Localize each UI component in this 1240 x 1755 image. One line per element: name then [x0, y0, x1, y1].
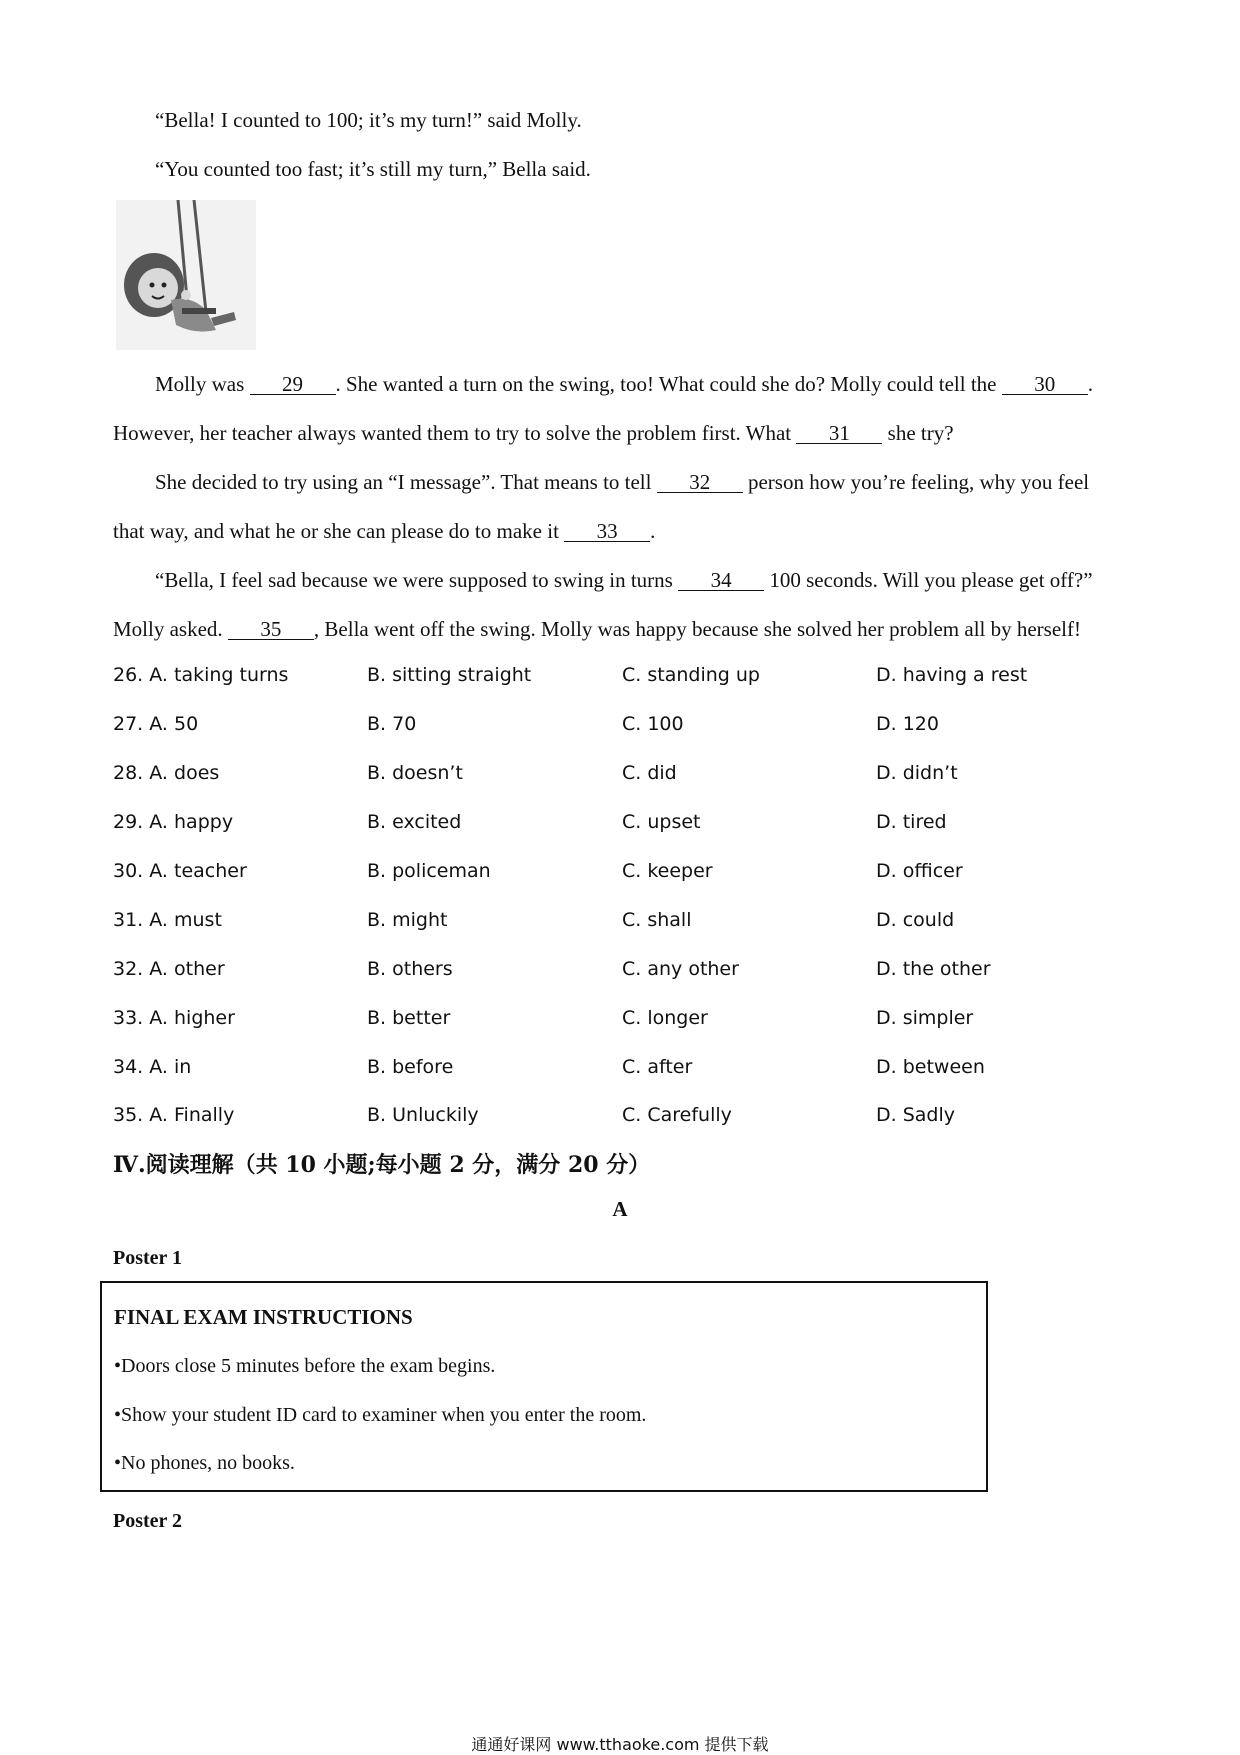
blank-35[interactable]: 35 [228, 619, 314, 640]
passage-text: . [650, 519, 656, 543]
option-c[interactable]: C. shall [622, 909, 692, 931]
option-b[interactable]: B. better [367, 1007, 451, 1029]
passage-text: that way, and what he or she can please do to make it [113, 519, 565, 543]
option-a[interactable]: 30. A. teacher [113, 860, 247, 882]
blank-33[interactable]: 33 [564, 521, 650, 542]
passage-line-3 [155, 470, 1089, 494]
poster-1-item: •No phones, no books. [114, 1452, 295, 1474]
passage-line-1 [155, 372, 1093, 396]
question-29-options [113, 811, 1113, 837]
option-c[interactable]: C. standing up [622, 664, 760, 686]
option-a[interactable]: 33. A. higher [113, 1007, 235, 1029]
passage-text: Molly was [155, 372, 250, 396]
question-26-options [113, 664, 1113, 690]
option-a[interactable]: 27. A. 50 [113, 713, 199, 735]
option-b[interactable]: B. sitting straight [367, 664, 532, 686]
footer-watermark: 通通好课网 www.tthaoke.com 提供下载 [471, 1735, 769, 1754]
passage-text: , Bella went off the swing. Molly was happy because she solved her problem all by herself! [313, 617, 1081, 641]
passage-text: “Bella, I feel sad because we were supposed to swing in turns [155, 568, 679, 592]
option-b[interactable]: B. 70 [367, 713, 417, 735]
option-c[interactable]: C. longer [622, 1007, 708, 1029]
option-b[interactable]: B. policeman [367, 860, 491, 882]
passage-text: However, her teacher always wanted them to try to solve the problem first. What [113, 421, 797, 445]
blank-34[interactable]: 34 [678, 570, 764, 591]
poster-1-label: Poster 1 [113, 1247, 183, 1269]
option-a[interactable]: 29. A. happy [113, 811, 234, 833]
poster-1-item: •Doors close 5 minutes before the exam begins. [114, 1355, 496, 1377]
section-heading: Ⅳ.阅读理解（共 10 小题;每小题 2 分，满分 20 分） [113, 1152, 651, 1178]
option-a[interactable]: 34. A. in [113, 1056, 192, 1078]
option-a[interactable]: 26. A. taking turns [113, 664, 289, 686]
dialogue-line-1: “Bella! I counted to 100; it’s my turn!” said Molly. [155, 108, 582, 132]
option-b[interactable]: B. might [367, 909, 448, 931]
option-b[interactable]: B. others [367, 958, 453, 980]
option-d[interactable]: D. the other [876, 958, 991, 980]
option-a[interactable]: 28. A. does [113, 762, 220, 784]
passage-line-5 [155, 568, 1093, 592]
option-c[interactable]: C. did [622, 762, 677, 784]
question-28-options [113, 762, 1113, 788]
poster-1-box [100, 1281, 988, 1492]
passage-text: She decided to try using an “I message”. That means to tell [155, 470, 657, 494]
option-c[interactable]: C. after [622, 1056, 693, 1078]
passage-line-4 [113, 519, 655, 543]
passage-text: person how you’re feeling, why you feel [742, 470, 1090, 494]
passage-line-2 [113, 421, 954, 445]
blank-32[interactable]: 32 [657, 472, 743, 493]
option-d[interactable]: D. simpler [876, 1007, 974, 1029]
part-label: A [612, 1197, 628, 1221]
option-d[interactable]: D. tired [876, 811, 947, 833]
option-c[interactable]: C. upset [622, 811, 701, 833]
blank-30[interactable]: 30 [1002, 374, 1088, 395]
question-33-options [113, 1007, 1113, 1033]
passage-text: . [1087, 372, 1093, 396]
passage-text: Molly asked. [113, 617, 228, 641]
option-c[interactable]: C. 100 [622, 713, 684, 735]
option-d[interactable]: D. officer [876, 860, 963, 882]
option-a[interactable]: 31. A. must [113, 909, 222, 931]
poster-1-title: FINAL EXAM INSTRUCTIONS [114, 1305, 413, 1329]
question-27-options [113, 713, 1113, 739]
poster-2-label: Poster 2 [113, 1510, 183, 1532]
option-b[interactable]: B. Unluckily [367, 1104, 479, 1126]
question-31-options [113, 909, 1113, 935]
option-d[interactable]: D. having a rest [876, 664, 1028, 686]
dialogue-line-2: “You counted too fast; it’s still my turn,” Bella said. [155, 157, 591, 181]
option-b[interactable]: B. excited [367, 811, 462, 833]
question-32-options [113, 958, 1113, 984]
question-30-options [113, 860, 1113, 886]
option-a[interactable]: 35. A. Finally [113, 1104, 235, 1126]
blank-31[interactable]: 31 [796, 423, 882, 444]
question-35-options [113, 1104, 1113, 1130]
blank-29[interactable]: 29 [250, 374, 336, 395]
poster-1-item: •Show your student ID card to examiner when you enter the room. [114, 1404, 647, 1426]
girl-on-swing-icon [116, 200, 256, 350]
option-c[interactable]: C. keeper [622, 860, 713, 882]
option-c[interactable]: C. any other [622, 958, 739, 980]
option-d[interactable]: D. between [876, 1056, 985, 1078]
option-d[interactable]: D. 120 [876, 713, 939, 735]
passage-line-6 [113, 617, 1081, 641]
option-d[interactable]: D. could [876, 909, 955, 931]
option-b[interactable]: B. doesn’t [367, 762, 463, 784]
passage-text: 100 seconds. Will you please get off?” [764, 568, 1093, 592]
option-c[interactable]: C. Carefully [622, 1104, 732, 1126]
option-b[interactable]: B. before [367, 1056, 454, 1078]
question-34-options [113, 1056, 1113, 1082]
passage-text: . She wanted a turn on the swing, too! What could she do? Molly could tell the [335, 372, 1002, 396]
option-d[interactable]: D. Sadly [876, 1104, 955, 1126]
option-a[interactable]: 32. A. other [113, 958, 225, 980]
option-d[interactable]: D. didn’t [876, 762, 958, 784]
passage-text: she try? [882, 421, 954, 445]
